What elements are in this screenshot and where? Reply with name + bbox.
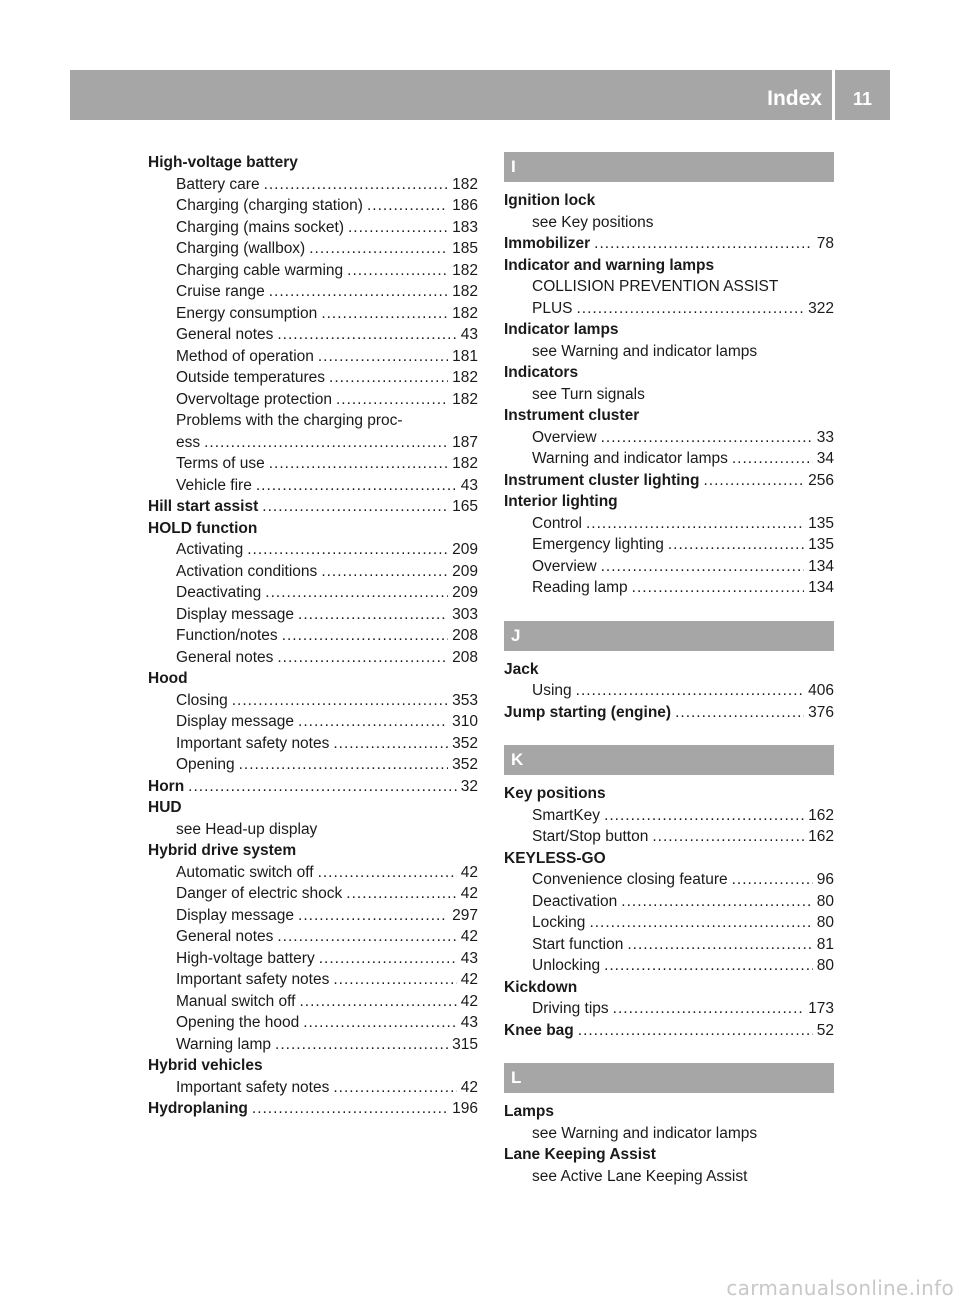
page-reference[interactable]: 42 — [460, 1078, 478, 1096]
index-subentry[interactable] — [148, 862, 478, 884]
entry-label: see Warning and indicator lamps — [532, 342, 758, 360]
entry-label: Control — [532, 514, 582, 532]
entry-label: Charging (mains socket) — [176, 218, 344, 236]
page-reference[interactable]: 182 — [452, 369, 478, 386]
page-reference[interactable]: 209 — [452, 584, 478, 601]
dot-leader — [604, 955, 813, 977]
index-subentry — [504, 1123, 834, 1145]
page-reference[interactable]: 182 — [452, 261, 478, 279]
index-subentry[interactable] — [148, 174, 478, 196]
dot-leader — [309, 238, 448, 260]
dot-leader — [318, 862, 457, 884]
entry-label: Manual switch off — [176, 992, 296, 1010]
dot-leader — [333, 969, 456, 991]
index-entry — [148, 152, 478, 174]
entry-label: Important safety notes — [176, 1078, 330, 1096]
entry-label: Important safety notes — [176, 734, 330, 752]
page-number: 11 — [852, 89, 873, 109]
entry-label: HOLD function — [148, 519, 258, 537]
dot-leader — [632, 577, 804, 599]
dot-leader — [613, 998, 804, 1020]
entry-label: Activating — [176, 541, 244, 558]
entry-label: Method of operation — [176, 347, 314, 365]
entry-label: Problems with the charging proc- — [176, 412, 403, 429]
entry-label: Hydroplaning — [148, 1100, 248, 1117]
index-subentry[interactable] — [504, 826, 834, 848]
page-reference[interactable]: 352 — [452, 756, 478, 773]
entry-label: PLUS — [532, 299, 573, 317]
page-reference[interactable]: 406 — [808, 682, 834, 699]
entry-label: Convenience closing feature — [532, 871, 728, 888]
page-reference[interactable]: 183 — [452, 218, 478, 236]
index-entry — [504, 659, 834, 681]
dot-leader — [277, 324, 456, 346]
dot-leader — [668, 534, 804, 556]
dot-leader — [239, 754, 449, 776]
dot-leader — [621, 891, 812, 913]
page-reference[interactable]: 196 — [452, 1100, 478, 1117]
page-reference[interactable]: 52 — [816, 1021, 834, 1039]
page-reference[interactable]: 187 — [452, 433, 478, 451]
index-subentry[interactable] — [148, 346, 478, 368]
page-reference[interactable]: 80 — [816, 914, 834, 931]
dot-leader — [589, 912, 812, 934]
dot-leader — [675, 702, 804, 724]
entry-label: Overview — [532, 557, 597, 575]
entry-label: Key positions — [504, 785, 606, 802]
entry-label: see Active Lane Keeping Assist — [532, 1167, 748, 1185]
page-reference[interactable]: 42 — [460, 971, 478, 988]
index-subentry[interactable] — [148, 389, 478, 411]
page-reference[interactable]: 162 — [808, 828, 834, 845]
dot-leader — [269, 281, 448, 303]
dot-leader — [333, 733, 448, 755]
entry-label: Driving tips — [532, 1000, 609, 1017]
dot-leader — [346, 883, 456, 905]
page-reference[interactable]: 78 — [816, 235, 834, 252]
page-reference[interactable]: 33 — [816, 428, 834, 446]
index-entry — [148, 518, 478, 540]
entry-label: Opening the hood — [176, 1014, 300, 1031]
index-subentry[interactable] — [504, 513, 834, 535]
dot-leader — [262, 496, 448, 518]
page-reference[interactable]: 135 — [808, 514, 834, 532]
dot-leader — [269, 453, 448, 475]
page-reference[interactable]: 303 — [452, 605, 478, 623]
index-subentry[interactable] — [148, 303, 478, 325]
section-gap — [504, 723, 834, 745]
index-subentry — [148, 410, 478, 432]
index-entry — [504, 1144, 834, 1166]
index-subentry[interactable] — [504, 891, 834, 913]
entry-label: Opening — [176, 756, 235, 773]
entry-label: Warning lamp — [176, 1035, 272, 1053]
entry-label: see Head-up display — [176, 820, 318, 838]
entry-label: Charging (charging station) — [176, 197, 363, 214]
index-subentry[interactable] — [148, 604, 478, 626]
dot-leader — [732, 869, 813, 891]
index-subentry[interactable] — [504, 912, 834, 934]
index-subentry[interactable] — [148, 582, 478, 604]
entry-label: Battery care — [176, 175, 260, 193]
index-subentry[interactable] — [148, 733, 478, 755]
entry-label: Instrument cluster — [504, 407, 640, 424]
entry-label: Terms of use — [176, 455, 265, 472]
index-entry — [504, 319, 834, 341]
dot-leader — [303, 1012, 457, 1034]
index-subentry[interactable] — [504, 556, 834, 578]
page-reference[interactable]: 43 — [460, 476, 478, 494]
index-subentry[interactable] — [148, 991, 478, 1013]
dot-leader — [275, 1034, 448, 1056]
index-subentry[interactable] — [148, 926, 478, 948]
index-entry[interactable] — [148, 776, 478, 798]
index-subentry[interactable] — [148, 711, 478, 733]
page-reference[interactable]: 42 — [460, 885, 478, 902]
entry-label: Jump starting (engine) — [504, 703, 672, 721]
entry-label: Start/Stop button — [532, 828, 649, 845]
index-entry — [148, 1055, 478, 1077]
page-reference[interactable]: 162 — [808, 806, 834, 824]
index-subentry[interactable] — [504, 869, 834, 891]
index-subentry[interactable] — [148, 1077, 478, 1099]
entry-label: General notes — [176, 648, 274, 666]
page-reference[interactable]: 182 — [452, 175, 478, 193]
entry-label: Jack — [504, 660, 539, 678]
index-subentry[interactable] — [504, 534, 834, 556]
dot-leader — [298, 604, 448, 626]
entry-label: Energy consumption — [176, 304, 318, 322]
page-reference[interactable]: 80 — [816, 957, 834, 974]
index-subentry[interactable] — [504, 577, 834, 599]
dot-leader — [604, 805, 804, 827]
dot-leader — [318, 346, 448, 368]
index-subentry[interactable] — [148, 647, 478, 669]
entry-label: Display message — [176, 713, 295, 730]
page-reference[interactable]: 43 — [460, 1014, 478, 1031]
page-reference[interactable]: 182 — [452, 304, 478, 322]
entry-label: Lane Keeping Assist — [504, 1146, 656, 1163]
entry-label: Instrument cluster lighting — [504, 471, 700, 489]
entry-label: Danger of electric shock — [176, 885, 343, 902]
index-subentry[interactable] — [504, 298, 834, 320]
entry-label: see Key positions — [532, 213, 654, 231]
page-reference[interactable]: 182 — [452, 455, 478, 472]
entry-label: Ignition lock — [504, 192, 596, 209]
index-subentry[interactable] — [148, 883, 478, 905]
page-reference[interactable]: 181 — [452, 347, 478, 365]
page-reference[interactable]: 376 — [808, 703, 834, 721]
entry-label: Knee bag — [504, 1021, 574, 1039]
entry-label: Hood — [148, 670, 188, 687]
index-subentry[interactable] — [148, 432, 478, 454]
entry-label: Function/notes — [176, 627, 278, 644]
index-subentry[interactable] — [148, 324, 478, 346]
section-gap — [504, 599, 834, 621]
entry-label: Using — [532, 682, 572, 699]
dot-leader — [282, 625, 448, 647]
index-subentry[interactable] — [148, 561, 478, 583]
index-subentry[interactable] — [148, 260, 478, 282]
dot-leader — [264, 174, 449, 196]
entry-label: General notes — [176, 326, 274, 343]
index-subentry[interactable] — [148, 625, 478, 647]
entry-label: Hill start assist — [148, 498, 259, 515]
page-reference[interactable]: 34 — [816, 450, 834, 467]
entry-label: Unlocking — [532, 957, 601, 974]
index-subentry[interactable] — [148, 969, 478, 991]
dot-leader — [348, 217, 448, 239]
index-entry — [504, 977, 834, 999]
index-subentry[interactable] — [504, 955, 834, 977]
entry-label: HUD — [148, 799, 182, 816]
entry-label: Automatic switch off — [176, 863, 314, 881]
entry-label: Display message — [176, 605, 295, 623]
index-entry — [148, 668, 478, 690]
dot-leader — [577, 298, 805, 320]
index-subentry[interactable] — [148, 1012, 478, 1034]
entry-label: Vehicle fire — [176, 476, 252, 494]
entry-label: Charging (wallbox) — [176, 240, 306, 257]
dot-leader — [277, 647, 448, 669]
index-entry — [504, 783, 834, 805]
index-subentry[interactable] — [504, 427, 834, 449]
page-reference[interactable]: 315 — [452, 1035, 478, 1053]
index-subentry — [504, 384, 834, 406]
page-reference[interactable]: 165 — [452, 498, 478, 515]
page-reference[interactable]: 208 — [452, 648, 478, 666]
section-gap — [504, 1041, 834, 1063]
entry-label: Locking — [532, 914, 586, 931]
index-entry — [504, 848, 834, 870]
dot-leader — [247, 539, 448, 561]
dot-leader — [586, 513, 804, 535]
index-entry — [504, 1101, 834, 1123]
page-title: Index — [767, 87, 822, 110]
entry-label: High-voltage battery — [176, 949, 315, 967]
dot-leader — [298, 905, 448, 927]
index-entry — [504, 405, 834, 427]
index-subentry[interactable] — [148, 367, 478, 389]
entry-label: see Turn signals — [532, 385, 645, 403]
letter-section-header: L — [504, 1063, 834, 1093]
watermark: carmanualsonline.info — [726, 1276, 954, 1300]
page-reference[interactable]: 185 — [452, 240, 478, 257]
entry-label: Important safety notes — [176, 971, 330, 988]
dot-leader — [627, 934, 812, 956]
index-entry[interactable] — [504, 1020, 834, 1042]
entry-label: Activation conditions — [176, 562, 318, 580]
page-reference[interactable]: 43 — [460, 326, 478, 343]
entry-label: Interior lighting — [504, 493, 618, 510]
index-subentry — [504, 276, 834, 298]
entry-label: Emergency lighting — [532, 536, 664, 553]
index-subentry — [148, 819, 478, 841]
dot-leader — [319, 948, 457, 970]
dot-leader — [188, 776, 457, 798]
entry-label: Deactivating — [176, 584, 262, 601]
dot-leader — [703, 470, 804, 492]
entry-label: Start function — [532, 935, 624, 953]
dot-leader — [204, 432, 448, 454]
dot-leader — [594, 233, 813, 255]
page-reference[interactable]: 182 — [452, 283, 478, 300]
entry-label: Hybrid drive system — [148, 842, 297, 859]
page-reference[interactable]: 42 — [460, 928, 478, 945]
index-subentry[interactable] — [504, 998, 834, 1020]
index-subentry[interactable] — [148, 539, 478, 561]
page-reference[interactable]: 96 — [816, 871, 834, 888]
dot-leader — [277, 926, 456, 948]
index-subentry[interactable] — [504, 680, 834, 702]
letter-section-header: K — [504, 745, 834, 775]
entry-label: Display message — [176, 906, 295, 924]
entry-label: SmartKey — [532, 806, 601, 824]
letter-section-header: I — [504, 152, 834, 182]
page-reference[interactable]: 208 — [452, 627, 478, 644]
dot-leader — [347, 260, 448, 282]
entry-label: Warning and indicator lamps — [532, 450, 728, 467]
dot-leader — [367, 195, 448, 217]
index-subentry[interactable] — [504, 805, 834, 827]
index-subentry[interactable] — [148, 905, 478, 927]
index-subentry[interactable] — [148, 690, 478, 712]
index-column-right — [504, 152, 834, 1187]
entry-label: see Warning and indicator lamps — [532, 1124, 758, 1142]
dot-leader — [576, 680, 804, 702]
page-reference[interactable]: 352 — [452, 734, 478, 752]
index-entry[interactable] — [148, 496, 478, 518]
entry-label: Reading lamp — [532, 579, 628, 596]
letter-section-header: J — [504, 621, 834, 651]
page-reference[interactable]: 43 — [460, 949, 478, 967]
dot-leader — [298, 711, 448, 733]
entry-label: High-voltage battery — [148, 154, 298, 171]
entry-label: Immobilizer — [504, 235, 591, 252]
entry-label: Closing — [176, 691, 228, 709]
page-reference[interactable]: 42 — [460, 992, 478, 1010]
index-subentry[interactable] — [148, 475, 478, 497]
page-reference[interactable]: 42 — [460, 863, 478, 881]
entry-label: Overvoltage protection — [176, 390, 332, 408]
dot-leader — [601, 427, 813, 449]
dot-leader — [333, 1077, 456, 1099]
page-reference[interactable]: 81 — [816, 935, 834, 953]
page-reference[interactable]: 186 — [452, 197, 478, 214]
dot-leader — [321, 561, 448, 583]
page-reference[interactable]: 256 — [808, 471, 834, 489]
page-reference[interactable]: 173 — [808, 1000, 834, 1017]
entry-label: Deactivation — [532, 892, 618, 910]
entry-label: Overview — [532, 428, 597, 446]
index-subentry[interactable] — [148, 195, 478, 217]
entry-label: Charging cable warming — [176, 261, 344, 279]
dot-leader — [601, 556, 805, 578]
index-entry — [504, 362, 834, 384]
index-entry — [148, 840, 478, 862]
page-reference[interactable]: 134 — [808, 579, 834, 596]
index-entry — [504, 255, 834, 277]
entry-label: ess — [176, 433, 201, 451]
index-subentry[interactable] — [148, 754, 478, 776]
index-subentry[interactable] — [148, 238, 478, 260]
entry-label: Hybrid vehicles — [148, 1057, 263, 1074]
index-entry[interactable] — [148, 1098, 478, 1120]
index-subentry[interactable] — [148, 453, 478, 475]
entry-label: COLLISION PREVENTION ASSIST — [532, 278, 779, 295]
index-subentry[interactable] — [148, 1034, 478, 1056]
entry-label: KEYLESS-GO — [504, 849, 606, 867]
index-subentry[interactable] — [504, 448, 834, 470]
dot-leader — [732, 448, 813, 470]
entry-label: Kickdown — [504, 978, 578, 996]
dot-leader — [299, 991, 456, 1013]
index-entry[interactable] — [504, 470, 834, 492]
index-entry[interactable] — [504, 702, 834, 724]
dot-leader — [232, 690, 448, 712]
page-reference[interactable]: 209 — [452, 541, 478, 558]
entry-label: General notes — [176, 928, 274, 945]
index-entry — [148, 797, 478, 819]
index-subentry — [504, 341, 834, 363]
page-reference[interactable]: 209 — [452, 562, 478, 580]
page-reference[interactable]: 32 — [460, 777, 478, 795]
dot-leader — [578, 1020, 813, 1042]
entry-label: Outside temperatures — [176, 369, 326, 386]
dot-leader — [256, 475, 457, 497]
page-reference[interactable]: 310 — [452, 713, 478, 730]
index-subentry — [504, 1166, 834, 1188]
page-reference[interactable]: 322 — [808, 299, 834, 317]
page-reference[interactable]: 353 — [452, 691, 478, 709]
dot-leader — [336, 389, 448, 411]
index-subentry[interactable] — [148, 217, 478, 239]
index-entry — [504, 190, 834, 212]
entry-label: Indicator lamps — [504, 321, 619, 338]
entry-label: Lamps — [504, 1103, 554, 1120]
index-entry[interactable] — [504, 233, 834, 255]
dot-leader — [329, 367, 448, 389]
entry-label: Indicator and warning lamps — [504, 256, 715, 274]
page-reference[interactable]: 182 — [452, 390, 478, 408]
dot-leader — [652, 826, 804, 848]
dot-leader — [265, 582, 448, 604]
dot-leader — [252, 1098, 448, 1120]
entry-label: Indicators — [504, 364, 579, 381]
index-subentry[interactable] — [148, 948, 478, 970]
dot-leader — [321, 303, 448, 325]
index-subentry[interactable] — [504, 934, 834, 956]
index-subentry — [504, 212, 834, 234]
entry-label: Horn — [148, 777, 185, 795]
page-reference[interactable]: 134 — [808, 557, 834, 575]
page-reference[interactable]: 297 — [452, 906, 478, 924]
entry-label: Cruise range — [176, 283, 265, 300]
page-reference[interactable]: 80 — [816, 892, 834, 910]
index-column-left — [148, 152, 478, 1120]
index-entry — [504, 491, 834, 513]
page-reference[interactable]: 135 — [808, 536, 834, 553]
index-subentry[interactable] — [148, 281, 478, 303]
